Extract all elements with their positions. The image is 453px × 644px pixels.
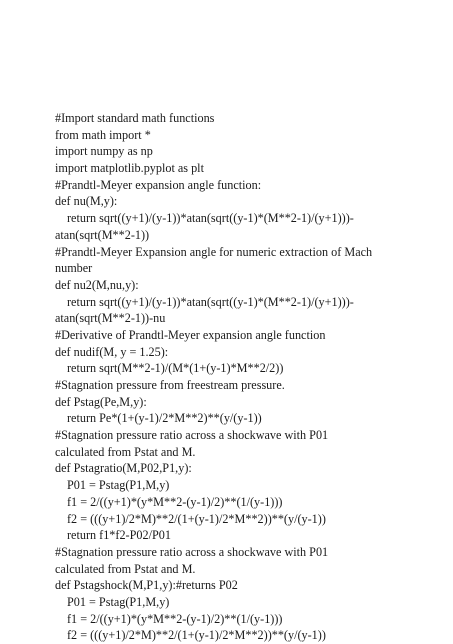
code-line: import matplotlib.pyplot as plt	[55, 161, 204, 176]
code-line: from math import *	[55, 127, 151, 142]
code-line: #Stagnation pressure ratio across a shockwave with P01	[55, 544, 329, 559]
code-line: return sqrt((y+1)/(y-1))*atan(sqrt((y-1)*(M**2-1)/(y+1)))-	[67, 211, 354, 226]
code-line: atan(sqrt(M**2-1))	[55, 227, 150, 242]
code-line: def Pstag(Pe,M,y):	[55, 394, 147, 409]
code-line: number	[55, 261, 93, 276]
code-line: calculated from Pstat and M.	[55, 561, 196, 576]
code-line: f2 = (((y+1)/2*M)**2/(1+(y-1)/2*M**2))**(y/(y-1))	[67, 511, 326, 526]
code-line: atan(sqrt(M**2-1))-nu	[55, 311, 166, 326]
code-line: #Prandtl-Meyer Expansion angle for numeric extraction of Mach	[55, 244, 373, 259]
code-line: f2 = (((y+1)/2*M)**2/(1+(y-1)/2*M**2))**(y/(y-1))	[67, 628, 326, 643]
code-line: calculated from Pstat and M.	[55, 444, 196, 459]
code-line: #Stagnation pressure from freestream pressure.	[55, 378, 285, 392]
code-line: f1 = 2/((y+1)*(y*M**2-(y-1)/2)**(1/(y-1)))	[67, 494, 283, 509]
code-line: #Stagnation pressure ratio across a shockwave with P01	[55, 428, 329, 443]
code-line: return Pe*(1+(y-1)/2*M**2)**(y/(y-1))	[67, 411, 262, 426]
code-line: #Import standard math functions	[55, 111, 215, 125]
code-line: P01 = Pstag(P1,M,y)	[67, 594, 170, 609]
code-line: return sqrt(M**2-1)/(M*(1+(y-1)*M**2/2))	[67, 361, 284, 376]
code-line: def Pstagratio(M,P02,P1,y):	[55, 461, 192, 476]
code-line: def nu2(M,nu,y):	[55, 277, 139, 292]
code-listing	[55, 110, 415, 644]
code-line: #Prandtl-Meyer expansion angle function:	[55, 177, 262, 192]
code-line: import numpy as np	[55, 144, 153, 159]
code-line: f1 = 2/((y+1)*(y*M**2-(y-1)/2)**(1/(y-1)))	[67, 611, 283, 626]
code-line: def nu(M,y):	[55, 194, 118, 209]
code-line: #Derivative of Prandtl-Meyer expansion angle function	[55, 327, 326, 342]
code-line: def Pstagshock(M,P1,y):#returns P02	[55, 578, 238, 593]
code-line: return f1*f2-P02/P01	[67, 528, 171, 543]
code-line: P01 = Pstag(P1,M,y)	[67, 478, 170, 493]
code-line: def nudif(M, y = 1.25):	[55, 344, 169, 359]
code-line: return sqrt((y+1)/(y-1))*atan(sqrt((y-1)*(M**2-1)/(y+1)))-	[67, 294, 354, 309]
